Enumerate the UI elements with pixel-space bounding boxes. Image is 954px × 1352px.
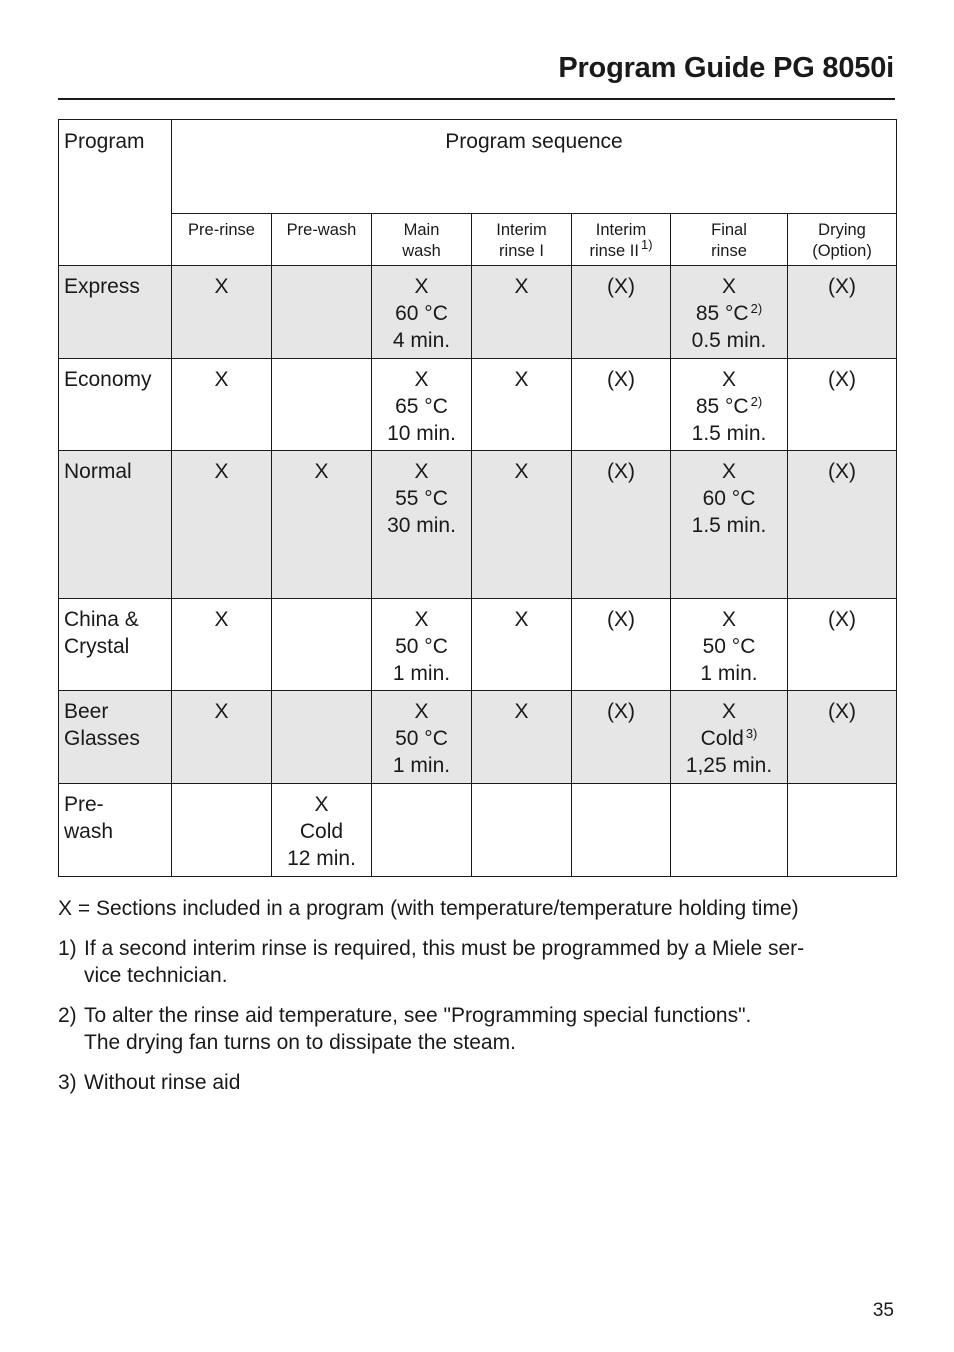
subheader-text (574, 237, 668, 262)
cell-value: 1,25 min. (685, 754, 773, 777)
table-row (59, 599, 897, 691)
table-row (59, 691, 897, 784)
cell-value: 50 °C (395, 635, 448, 658)
footnote-text: The drying fan turns on to dissipate the steam. (84, 1031, 516, 1054)
subheader-4 (572, 214, 671, 266)
cell-value: X (721, 700, 736, 723)
sequence-cell (572, 691, 671, 784)
cell-value: X (214, 368, 229, 391)
cell-value: 50 °C (702, 635, 756, 658)
table-subheader-row (59, 214, 897, 266)
subheader-text: Final (711, 221, 747, 239)
cell-value: 1.5 min. (691, 514, 767, 537)
table-row (59, 359, 897, 451)
table-header-row (59, 120, 897, 214)
subheader-3 (472, 214, 572, 266)
subheader-text: rinse (711, 242, 747, 260)
footnote-marker: 2) (750, 394, 763, 409)
sequence-cell (472, 359, 572, 451)
footnote-text: If a second interim rinse is required, this must be programmed by a Miele ser- (84, 937, 805, 960)
cell-value: 1 min. (700, 662, 758, 685)
table-row (59, 451, 897, 599)
sequence-cell (272, 784, 372, 877)
cell-value: 12 min. (287, 847, 356, 870)
sequence-cell (788, 691, 897, 784)
cell-value: (X) (828, 700, 857, 723)
column-header-sequence: Program sequence (172, 120, 897, 214)
footnote-marker: 1) (640, 237, 653, 252)
cell-value: X (414, 700, 429, 723)
cell-value: X (414, 608, 429, 631)
cell-value: X (214, 608, 229, 631)
cell-value: X (214, 460, 229, 483)
sequence-cell (372, 359, 472, 451)
sequence-cell (172, 359, 272, 451)
table-row (59, 784, 897, 877)
cell-value (671, 300, 787, 327)
cell-value: 10 min. (387, 422, 456, 445)
sequence-cell (671, 599, 788, 691)
cell-value: 1 min. (392, 662, 451, 685)
cell-value: 4 min. (392, 329, 451, 352)
cell-value: X (721, 275, 736, 298)
subheader-text: Pre-wash (286, 221, 357, 239)
footnote-number: 2) (58, 1004, 77, 1027)
footnote-marker: 2) (750, 301, 763, 316)
sequence-cell (372, 599, 472, 691)
program-name: China & (64, 608, 139, 631)
cell-value: (X) (607, 368, 635, 391)
footnote-number: 3) (58, 1071, 77, 1094)
program-name: wash (64, 820, 114, 843)
cell-value: 55 °C (395, 487, 448, 510)
program-name: Normal (64, 460, 132, 483)
cell-value: X (414, 275, 429, 298)
subheader-1 (272, 214, 372, 266)
program-guide-table (58, 119, 897, 877)
cell-value-part: 85 °C (695, 395, 749, 418)
cell-value: (X) (607, 275, 635, 298)
cell-value: X (414, 368, 429, 391)
sequence-cell (572, 266, 671, 359)
cell-value: X (214, 700, 229, 723)
sequence-cell (472, 691, 572, 784)
sequence-cell (572, 451, 671, 599)
table-body (59, 120, 897, 877)
footnote-list (58, 935, 898, 1096)
title-divider (58, 98, 895, 100)
cell-value: X (414, 460, 429, 483)
sequence-cell (172, 691, 272, 784)
subheader-text-part: rinse II (589, 242, 639, 260)
subheader-6 (788, 214, 897, 266)
sequence-cell (788, 451, 897, 599)
cell-value-part: 85 °C (695, 302, 749, 325)
cell-value: X (314, 460, 329, 483)
sequence-cell (472, 451, 572, 599)
sequence-cell (372, 266, 472, 359)
cell-value: 0.5 min. (691, 329, 767, 352)
cell-value: (X) (828, 608, 857, 631)
cell-value: 65 °C (395, 395, 448, 418)
cell-value: X (214, 275, 229, 298)
cell-value: 60 °C (702, 487, 756, 510)
subheader-0 (172, 214, 272, 266)
program-name: Pre- (64, 793, 104, 816)
sequence-cell (472, 599, 572, 691)
sequence-cell (671, 784, 788, 877)
footnote-item (58, 935, 898, 989)
footnotes (58, 895, 898, 1109)
cell-value: (X) (607, 700, 635, 723)
cell-value: 1.5 min. (691, 422, 767, 445)
sequence-cell (272, 691, 372, 784)
subheader-text: Interim (496, 221, 547, 239)
sequence-cell (572, 359, 671, 451)
program-name: Beer (64, 700, 109, 723)
cell-value: X (721, 460, 736, 483)
cell-value: X (721, 608, 736, 631)
program-name-cell (59, 691, 172, 784)
column-header-program: Program (59, 120, 172, 266)
sequence-cell (272, 599, 372, 691)
cell-value: (X) (607, 608, 635, 631)
sequence-cell (671, 266, 788, 359)
program-name-cell (59, 359, 172, 451)
cell-value (671, 393, 787, 420)
program-name-cell (59, 266, 172, 359)
footnote-text: To alter the rinse aid temperature, see "Programming special functions". (84, 1004, 752, 1027)
sequence-cell (572, 599, 671, 691)
sequence-cell (671, 451, 788, 599)
cell-value: (X) (828, 368, 857, 391)
footnote-item (58, 1002, 898, 1056)
footnote-marker: 3) (745, 726, 758, 741)
cell-value: (X) (828, 275, 857, 298)
footnote-number: 1) (58, 937, 77, 960)
subheader-5 (671, 214, 788, 266)
cell-value: X (721, 368, 736, 391)
cell-value: X (514, 368, 529, 391)
subheader-text: (Option) (812, 242, 872, 260)
sequence-cell (788, 784, 897, 877)
cell-value: X (314, 793, 329, 816)
sequence-cell (472, 266, 572, 359)
cell-value-part: Cold (700, 727, 744, 750)
cell-value: (X) (828, 460, 857, 483)
cell-value: 30 min. (387, 514, 456, 537)
sequence-cell (372, 784, 472, 877)
sequence-cell (572, 784, 671, 877)
table-row (59, 266, 897, 359)
sequence-cell (272, 451, 372, 599)
sequence-cell (172, 451, 272, 599)
footnote-item (58, 1069, 898, 1096)
page-number: 35 (872, 1300, 894, 1321)
cell-value: X (514, 275, 529, 298)
sequence-cell (671, 691, 788, 784)
sequence-cell (472, 784, 572, 877)
cell-value: X (514, 700, 529, 723)
sequence-cell (788, 599, 897, 691)
sequence-cell (172, 599, 272, 691)
sequence-cell (172, 266, 272, 359)
page-title: Program Guide PG 8050i (558, 52, 894, 84)
program-name: Crystal (64, 635, 130, 658)
cell-value (671, 725, 787, 752)
program-name-cell (59, 784, 172, 877)
sequence-cell (272, 359, 372, 451)
cell-value: 60 °C (395, 302, 448, 325)
program-name: Glasses (64, 727, 140, 750)
cell-value: (X) (607, 460, 635, 483)
program-name-cell (59, 451, 172, 599)
cell-value: 1 min. (392, 754, 451, 777)
subheader-2 (372, 214, 472, 266)
subheader-text: rinse I (499, 242, 544, 260)
subheader-text: Pre-rinse (188, 221, 255, 239)
sequence-cell (788, 359, 897, 451)
sequence-cell (172, 784, 272, 877)
sequence-cell (788, 266, 897, 359)
footnote-text: Without rinse aid (84, 1071, 241, 1094)
cell-value: X (514, 460, 529, 483)
program-name-cell (59, 599, 172, 691)
subheader-text: Drying (818, 221, 866, 239)
cell-value: Cold (299, 820, 344, 843)
cell-value: X (514, 608, 529, 631)
footnote-text: vice technician. (84, 964, 228, 987)
sequence-cell (272, 266, 372, 359)
legend-note: X = Sections included in a program (with temperature/temperature holding time) (58, 897, 799, 920)
subheader-text: Interim (595, 221, 647, 239)
subheader-text: Main (403, 221, 440, 239)
program-name: Express (64, 275, 140, 298)
cell-value: 50 °C (395, 727, 448, 750)
subheader-text: wash (402, 242, 441, 260)
sequence-cell (671, 359, 788, 451)
program-name: Economy (64, 368, 152, 391)
sequence-cell (372, 451, 472, 599)
sequence-cell (372, 691, 472, 784)
